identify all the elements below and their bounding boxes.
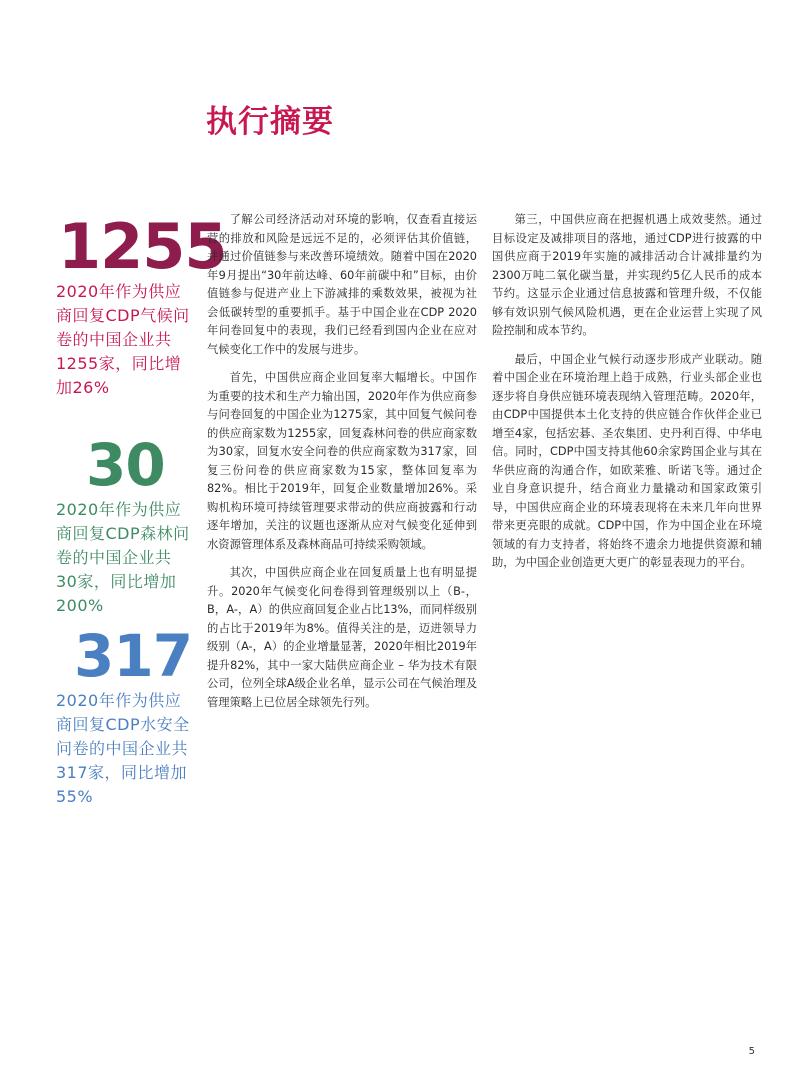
stat-climate-number: 1255 [58,210,227,283]
stat-climate-description: 2020年作为供应商回复CDP气候问卷的中国企业共1255家，同比增加26% [56,282,190,397]
stat-water-number: 317 [74,622,193,690]
stat-forest [56,431,191,618]
stat-water [56,622,193,809]
stat-climate [56,210,227,400]
page-number: 5 [748,1046,755,1057]
stat-forest-number: 30 [86,431,165,499]
paragraph-last: 最后，中国企业气候行动逐步形成产业联动。随着中国企业在环境治理上趋于成熟，行业头部企业也逐步将自身供应链环境表现纳入管理范畴。2020年，由CDP中国提供本土化支持的供应链合作伙伴企业已增至4家，包括宏碁、圣农集团、史丹利百得、中华电信。同时，CDP中国支持其他60余家跨国企业与其在华供应商的沟通合作，如欧莱雅、昕诺飞等。通过企业自身意识提升，结合商业力量撬动和国家政策引导，中国供应商企业的环境表现将在未来几年向世界带来更亮眼的成就。CDP中国，作为中国企业在环境领域的有力支持者，将始终不遗余力地提供资源和辅助，为中国企业创造更大更广的彰显表现力的平台。 [492,352,762,569]
paragraph-first: 首先，中国供应商企业回复率大幅增长。中国作为重要的技术和生产力输出国，2020年作为供应商参与问卷回复的中国企业为1275家，其中回复气候问卷的供应商家数为1255家，回复森林问卷的供应商家数为30家，回复水安全问卷的供应商家数为317家，回复三份问卷的供应商家数为15家，整体回复率为82%。相比于2019年，回复企业数量增加26%。采购机构环境可持续管理要求带动的供应商披露和行动逐年增加，关注的议题也逐渐从应对气候变化延伸到水资源管理体系及森林商品可持续采购领域。 [207,371,477,551]
paragraph-third: 第三，中国供应商在把握机遇上成效斐然。通过目标设定及减排项目的落地，通过CDP进行披露的中国供应商于2019年实施的减排活动合计减排量约为2300万吨二氧化碳当量，并实现约5亿人民币的成本节约。这显示企业通过信息披露和管理升级，不仅能够有效识别气候风险机遇，更在企业运营上实现了风险控制和成本节约。 [492,213,762,337]
paragraph-second: 其次，中国供应商企业在回复质量上也有明显提升。2020年气候变化问卷得到管理级别以上（B-，B，A-，A）的供应商回复企业占比13%，而同样级别的占比于2019年为8%。值得关注的是，迈进领导力级别（A-，A）的企业增量显著，2020年相比2019年提升82%，其中一家大陆供应商企业 – 华为技术有限公司，位列全球A级企业名单，显示公司在气候治理及管理策略上已位居全球领先行列。 [207,566,477,709]
body-column-right [492,211,762,583]
body-column-left [207,211,477,722]
stat-forest-description: 2020年作为供应商回复CDP森林问卷的中国企业共30家，同比增加200% [56,500,190,615]
paragraph-intro: 了解公司经济活动对环境的影响，仅查看直接运营的排放和风险是远远不足的，必须评估其价值链，并通过价值链参与来改善环境绩效。随着中国在2020年9月提出“30年前达峰、60年前碳中和”目标，由价值链参与促进产业上下游减排的乘数效果，被视为社会低碳转型的重要抓手。基于中国企业在CDP 2020年问卷回复中的表现，我们已经看到国内企业在应对气候变化工作中的发展与进步。 [207,213,477,356]
page-title: 执行摘要 [206,104,334,140]
stat-water-description: 2020年作为供应商回复CDP水安全问卷的中国企业共317家，同比增加55% [56,691,190,806]
